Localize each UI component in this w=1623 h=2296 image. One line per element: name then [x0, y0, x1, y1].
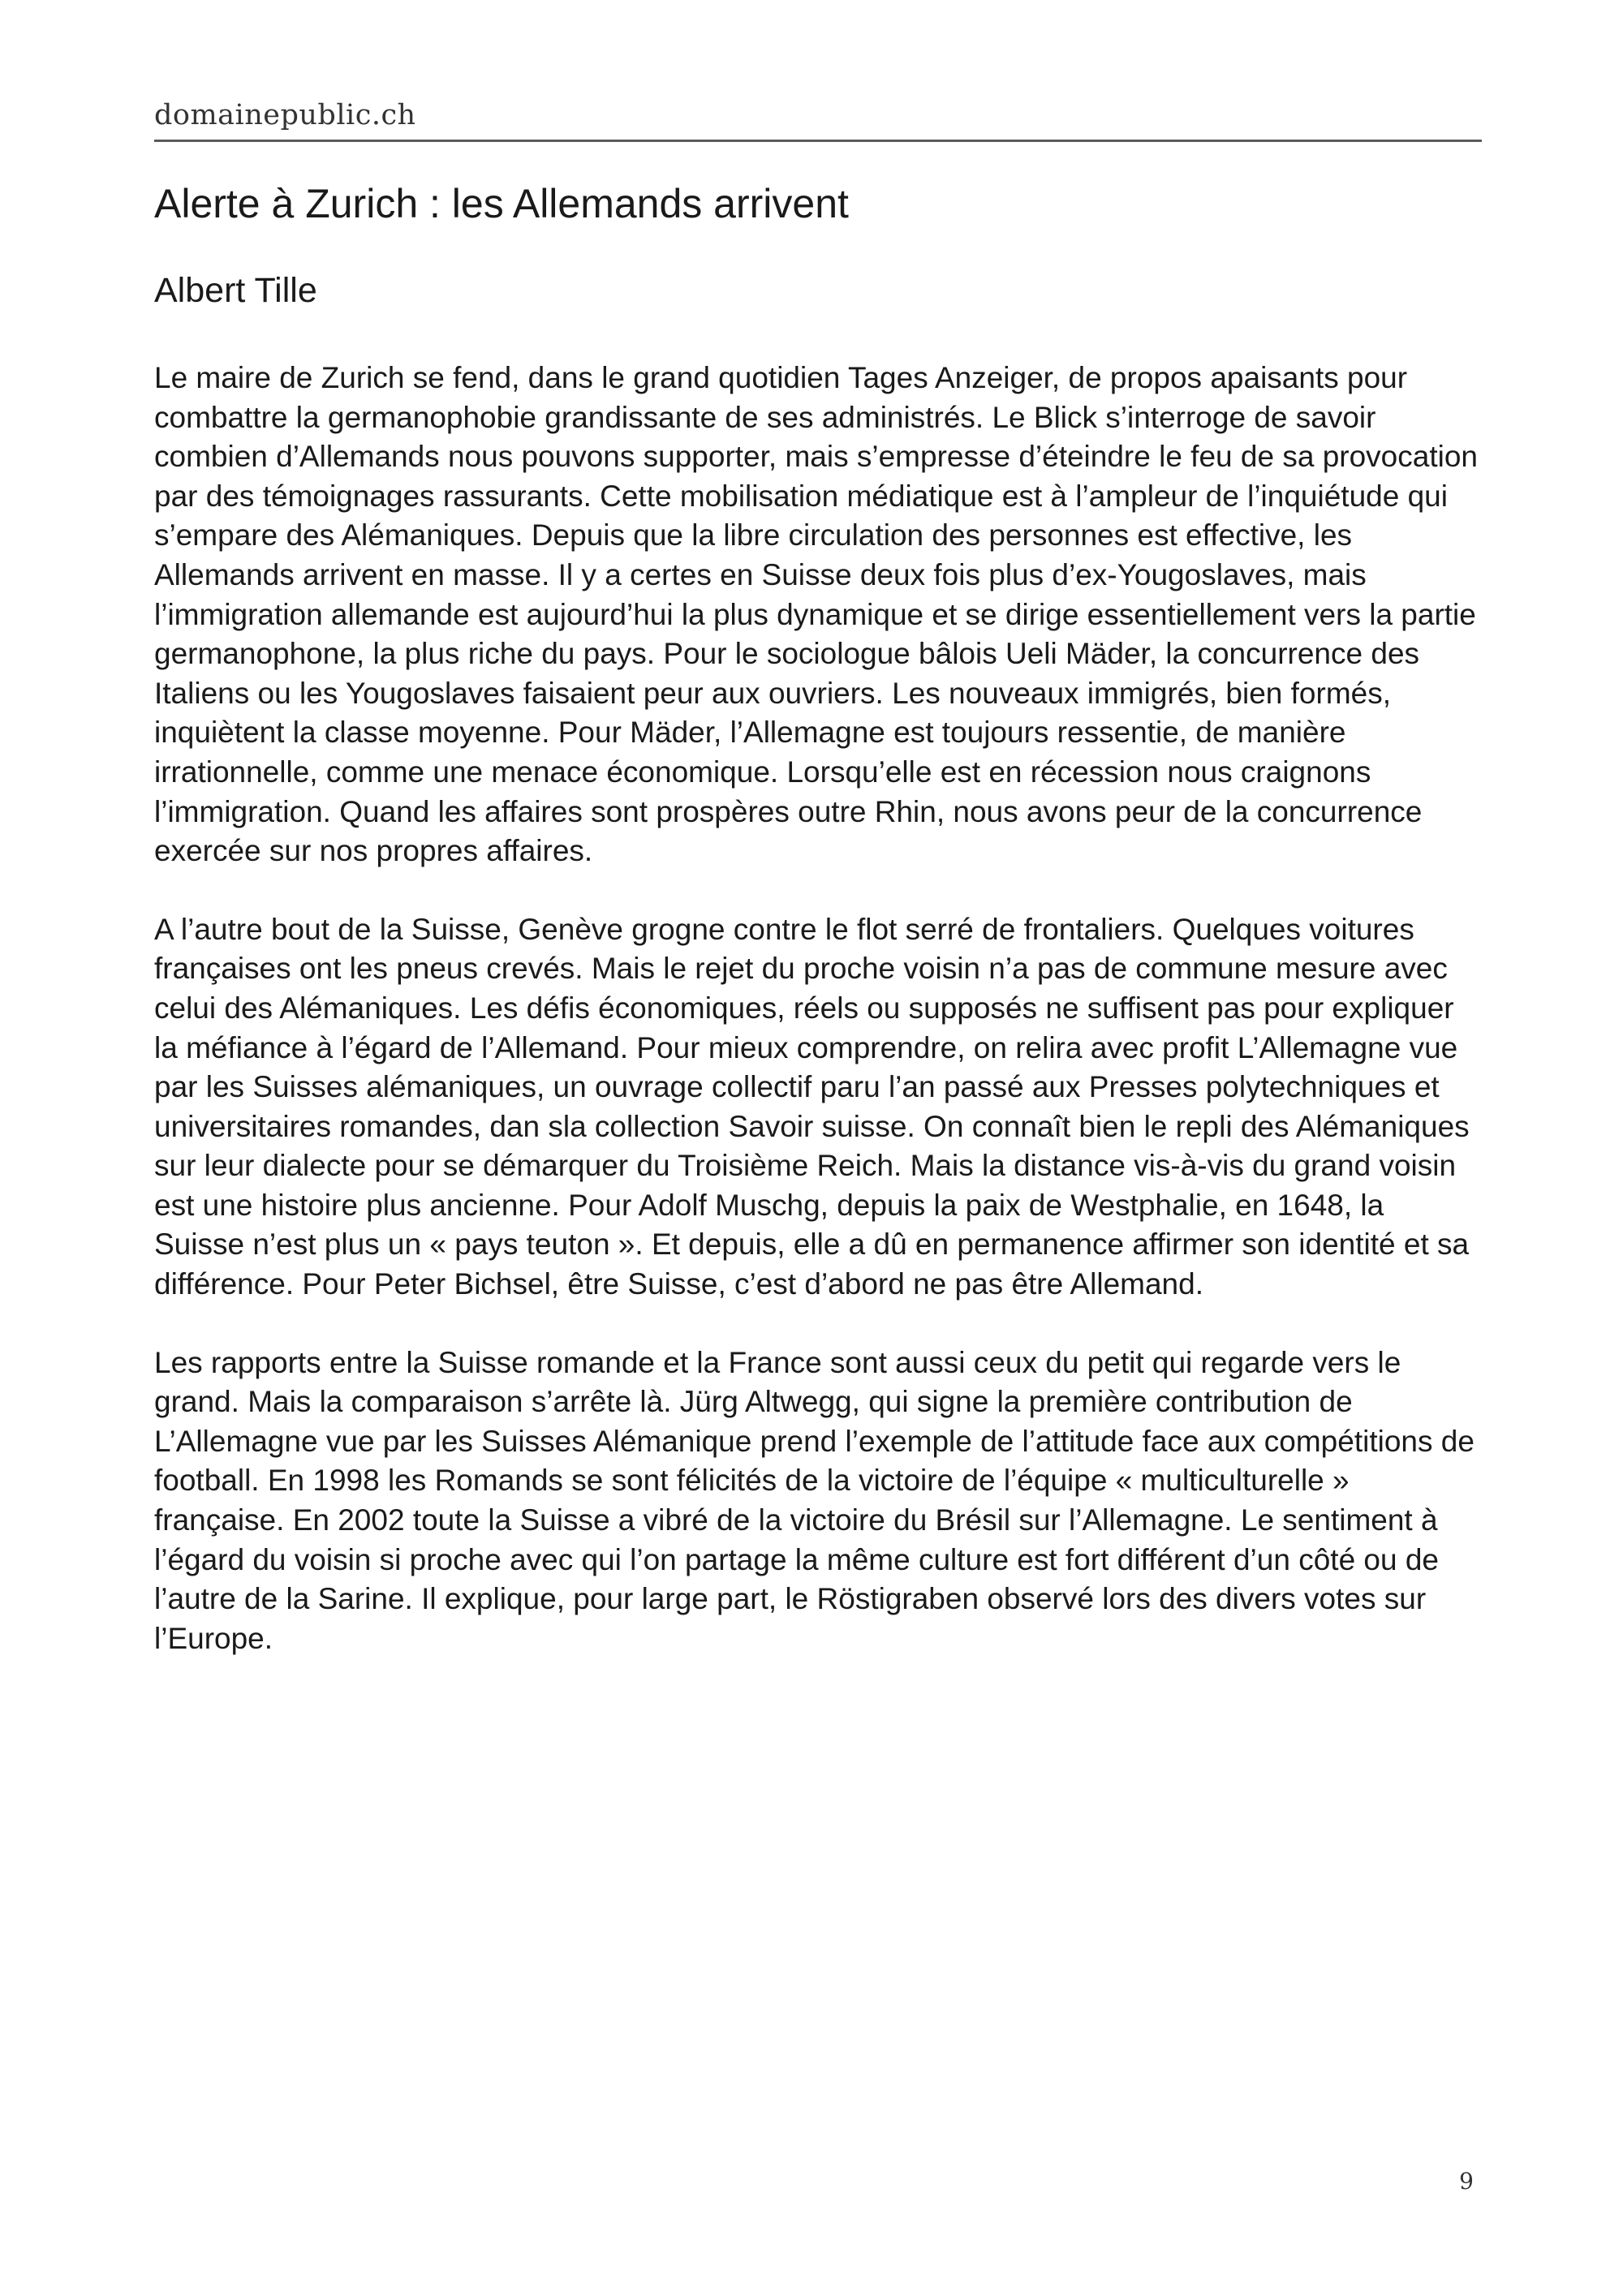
paragraph: Les rapports entre la Suisse romande et la France sont aussi ceux du petit qui regarde vers le grand. Mais la comparaison s’arrête là. Jürg Altwegg, qui signe la première contribution de L’Allemagne vue par les Suisses Alémanique prend l’exemple de l’attitude face aux compétitions de football. En 1998 les Romands se sont félicités de la victoire de l’équipe « multiculturelle » française. En 2002 toute la Suisse a vibré de la victoire du Brésil sur l’Allemagne. Le sentiment à l’égard du voisin si proche avec qui l’on partage la même culture est fort différent d’un côté ou de l’autre de la Sarine. Il explique, pour large part, le Röstigraben observé lors des divers votes sur l’Europe. — [154, 1345, 1474, 1655]
article-body — [154, 359, 1482, 1697]
page-header — [154, 96, 1482, 142]
article-author: Albert Tille — [154, 271, 317, 310]
paragraph: A l’autre bout de la Suisse, Genève grogne contre le flot serré de frontaliers. Quelques voitures françaises ont les pneus crevés. Mais le rejet du proche voisin n’a pas de commune mesure avec celui des Alémaniques. Les défis économiques, réels ou supposés ne suffisent pas pour expliquer la méfiance à l’égard de l’Allemand. Pour mieux comprendre, on relira avec profit L’Allemagne vue par les Suisses alémaniques, un ouvrage collectif paru l’an passé aux Presses polytechniques et universitaires romandes, dan sla collection Savoir suisse. On connaît bien le repli des Alémaniques sur leur dialecte pour se démarquer du Troisième Reich. Mais la distance vis-à-vis du grand voisin est une histoire plus ancienne. Pour Adolf Muschg, depuis la paix de Westphalie, en 1648, la Suisse n’est plus un « pays teuton ». Et depuis, elle a dû en permanence affirmer son identité et sa différence. Pour Peter Bichsel, être Suisse, c’est d’abord ne pas être Allemand. — [154, 912, 1470, 1301]
page-number: 9 — [1459, 2168, 1474, 2195]
site-name: domainepublic.ch — [154, 99, 416, 131]
paragraph: Le maire de Zurich se fend, dans le grand quotidien Tages Anzeiger, de propos apaisants pour combattre la germanophobie grandissante de ses administrés. Le Blick s’interroge de savoir combien d’Allemands nous pouvons supporter, mais s’empresse d’éteindre le feu de sa provocation par des témoignages rassurants. Cette mobilisation médiatique est à l’ampleur de l’inquiétude qui s’empare des Alémaniques. Depuis que la libre circulation des personnes est effective, les Allemands arrivent en masse. Il y a certes en Suisse deux fois plus d’ex-Yougoslaves, mais l’immigration allemande est aujourd’hui la plus dynamique et se dirige essentiellement vers la partie germanophone, la plus riche du pays. Pour le sociologue bâlois Ueli Mäder, la concurrence des Italiens ou les Yougoslaves faisaient peur aux ouvriers. Les nouveaux immigrés, bien formés, inquiètent la classe moyenne. Pour Mäder, l’Allemagne est toujours ressentie, de manière irrationnelle, comme une menace économique. Lorsqu’elle est en récession nous craignons l’immigration. Quand les affaires sont prospères outre Rhin, nous avons peur de la concurrence exercée sur nos propres affaires. — [154, 361, 1478, 868]
article-title: Alerte à Zurich : les Allemands arrivent — [154, 181, 849, 226]
